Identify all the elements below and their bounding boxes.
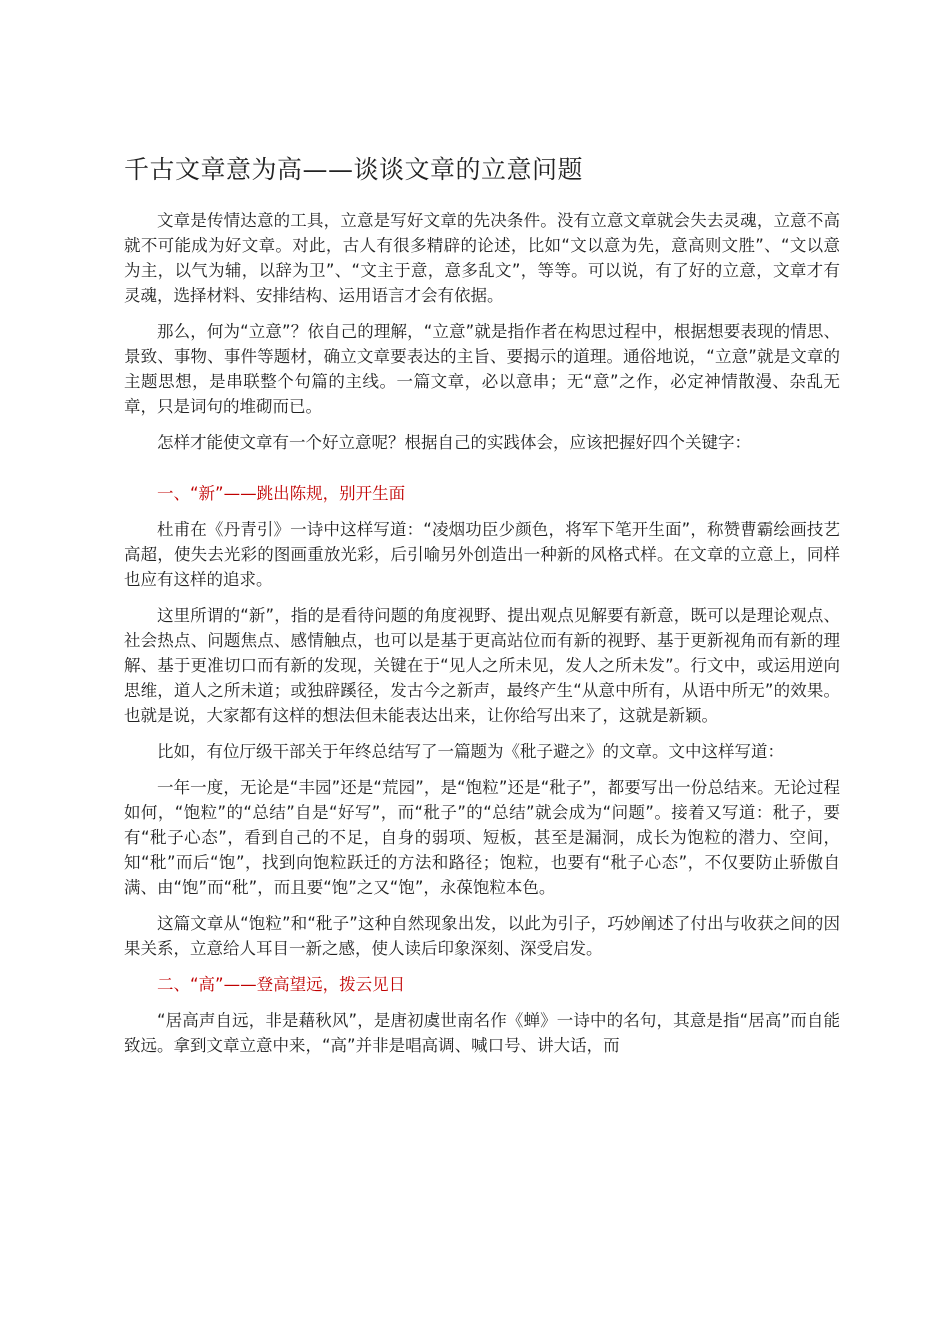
section-heading-high: 二、“高”——登高望远，拨云见日 (157, 975, 406, 994)
section1-paragraph-3: 比如，有位厅级干部关于年终总结写了一篇题为《秕子避之》的文章。文中这样写道： (157, 742, 784, 761)
document-title: 千古文章意为高——谈谈文章的立意问题 (124, 155, 584, 184)
intro-paragraph-2: 那么，何为“立意”？依自己的理解，“立意”就是指作者在构思过程中，根据想要表现的情思、景致、事物、事件等题材，确立文章要表达的主旨、要揭示的道理。通俗地说，“立意”就是文章的主题思想，是串联整个句篇的主线。一篇文章，必以意串；无“意”之作，必定神情散漫、杂乱无章，只是词句的堆砌而已。 (124, 322, 840, 416)
section2-paragraph-1: “居高声自远，非是藉秋风”，是唐初虞世南名作《蝉》一诗中的名句，其意是指“居高”而自能致远。拿到文章立意中来，“高”并非是唱高调、喊口号、讲大话，而 (124, 1011, 840, 1055)
document-page (124, 150, 840, 1069)
intro-paragraph-1: 文章是传情达意的工具，立意是写好文章的先决条件。没有立意文章就会失去灵魂，立意不高就不可能成为好文章。对此，古人有很多精辟的论述，比如“文以意为先，意高则文胜”、“文以意为主，以气为辅，以辞为卫”、“文主于意，意多乱文”，等等。可以说，有了好的立意，文章才有灵魂，选择材料、安排结构、运用语言才会有依据。 (124, 211, 840, 305)
section1-paragraph-1: 杜甫在《丹青引》一诗中这样写道：“凌烟功臣少颜色，将军下笔开生面”，称赞曹霸绘画技艺高超，使失去光彩的图画重放光彩，后引喻另外创造出一种新的风格式样。在文章的立意上，同样也应有这样的追求。 (124, 520, 840, 589)
section1-paragraph-4: 一年一度，无论是“丰园”还是“荒园”，是“饱粒”还是“秕子”，都要写出一份总结来。无论过程如何，“饱粒”的“总结”自是“好写”，而“秕子”的“总结”就会成为“问题”。接着又写道：秕子，要有“秕子心态”，看到自己的不足，自身的弱项、短板，甚至是漏洞，成长为饱粒的潜力、空间，知“秕”而后“饱”，找到向饱粒跃迁的方法和路径；饱粒，也要有“秕子心态”，不仅要防止骄傲自满、由“饱”而“秕”，而且要“饱”之又“饱”，永葆饱粒本色。 (124, 778, 840, 897)
section1-paragraph-2: 这里所谓的“新”，指的是看待问题的角度视野、提出观点见解要有新意，既可以是理论观点、社会热点、问题焦点、感情触点，也可以是基于更高站位而有新的视野、基于更新视角而有新的理解、基于更准切口而有新的发现，关键在于“见人之所未见，发人之所未发”。行文中，或运用逆向思维，道人之所未道；或独辟蹊径，发古今之新声，最终产生“从意中所有，从语中所无”的效果。也就是说，大家都有这样的想法但未能表达出来，让你给写出来了，这就是新颖。 (124, 606, 840, 725)
section1-paragraph-5: 这篇文章从“饱粒”和“秕子”这种自然现象出发，以此为引子，巧妙阐述了付出与收获之间的因果关系，立意给人耳目一新之感，使人读后印象深刻、深受启发。 (124, 914, 840, 958)
intro-paragraph-3: 怎样才能使文章有一个好立意呢？根据自己的实践体会，应该把握好四个关键字： (157, 433, 751, 452)
section-heading-new: 一、“新”——跳出陈规，别开生面 (157, 484, 406, 503)
